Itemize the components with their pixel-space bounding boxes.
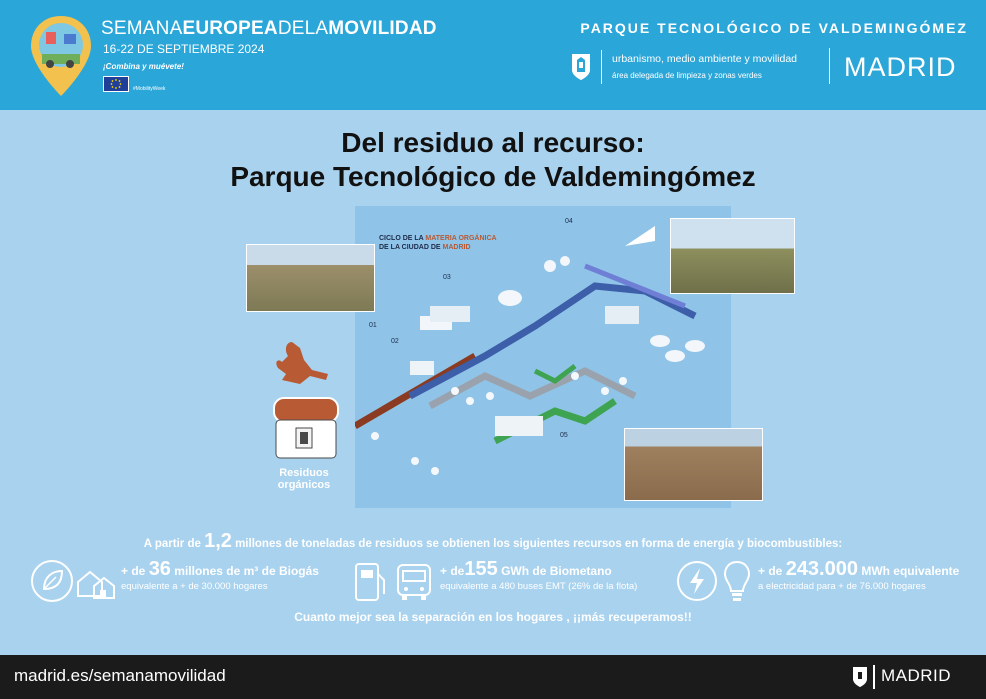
step-number: 02 bbox=[391, 338, 399, 345]
step-number: 04 bbox=[565, 218, 573, 225]
semana-movilidad-title: SEMANAEUROPEADELAMOVILIDAD bbox=[101, 18, 437, 39]
step-number: 01 bbox=[369, 322, 377, 329]
divider bbox=[601, 50, 602, 84]
electricity-stat: + de 243.000 MWh equivalente a electricidad para + de 76.000 hogares bbox=[758, 558, 960, 592]
title-line-2: Parque Tecnológico de Valdemingómez bbox=[230, 161, 756, 192]
residuos-label: Residuos orgánicos bbox=[277, 467, 331, 491]
divider bbox=[873, 665, 875, 689]
step-number: 03 bbox=[443, 274, 451, 281]
organic-waste-bin-icon bbox=[270, 340, 342, 462]
bus-icon bbox=[394, 561, 434, 603]
leaf-icon bbox=[30, 559, 74, 603]
divider bbox=[829, 48, 830, 84]
header-banner bbox=[0, 0, 986, 110]
area-name: urbanismo, medio ambiente y movilidad bbox=[612, 53, 798, 65]
mobility-week-hashtag: #MobilityWeek bbox=[133, 86, 166, 92]
parque-heading: PARQUE TECNOLÓGICO DE VALDEMINGÓMEZ bbox=[580, 20, 968, 36]
biometano-stat: + de155 GWh de Biometano equivalente a 480 buses EMT (26% de la flota) bbox=[440, 558, 638, 592]
houses-icon bbox=[76, 562, 116, 602]
footer-url-link[interactable]: madrid.es/semanamovilidad bbox=[14, 666, 226, 685]
lightning-icon bbox=[676, 560, 718, 602]
footer-bar bbox=[0, 655, 986, 699]
step-number: 05 bbox=[560, 432, 568, 439]
resources-intro: A partir de 1,2 millones de toneladas de residuos se obtienen los siguientes recursos en forma de energía y biocombustibles: bbox=[143, 530, 843, 552]
title-line-1: Del residuo al recurso: bbox=[341, 127, 645, 158]
footer-madrid-logo: MADRID bbox=[881, 666, 952, 685]
eu-flag-icon bbox=[103, 76, 129, 92]
biogas-stat: + de 36 millones de m³ de Biogás equivalente a + de 30.000 hogares bbox=[121, 558, 319, 592]
fuel-pump-icon bbox=[352, 560, 388, 604]
diagram-heading: CICLO DE LA MATERIA ORGÁNICA DE LA CIUDAD DE MADRID bbox=[379, 235, 497, 251]
plant-photo-aerial bbox=[246, 244, 375, 312]
closing-message: Cuanto mejor sea la separación en los hogares , ¡¡más recuperamos!! bbox=[294, 610, 692, 624]
plant-photo-landscape bbox=[670, 218, 795, 294]
page-title bbox=[0, 126, 986, 194]
event-slogan: ¡Combina y muévete! bbox=[103, 62, 184, 71]
madrid-logo-text: MADRID bbox=[844, 52, 957, 82]
madrid-coat-of-arms-icon bbox=[852, 666, 868, 688]
plant-photo-facility bbox=[624, 428, 763, 501]
mobility-week-pin-logo bbox=[28, 14, 94, 98]
event-dates: 16-22 DE SEPTIEMBRE 2024 bbox=[103, 42, 265, 56]
madrid-coat-of-arms-icon bbox=[570, 52, 592, 82]
lightbulb-icon bbox=[722, 559, 752, 603]
area-delegada: área delegada de limpieza y zonas verdes bbox=[612, 71, 762, 80]
